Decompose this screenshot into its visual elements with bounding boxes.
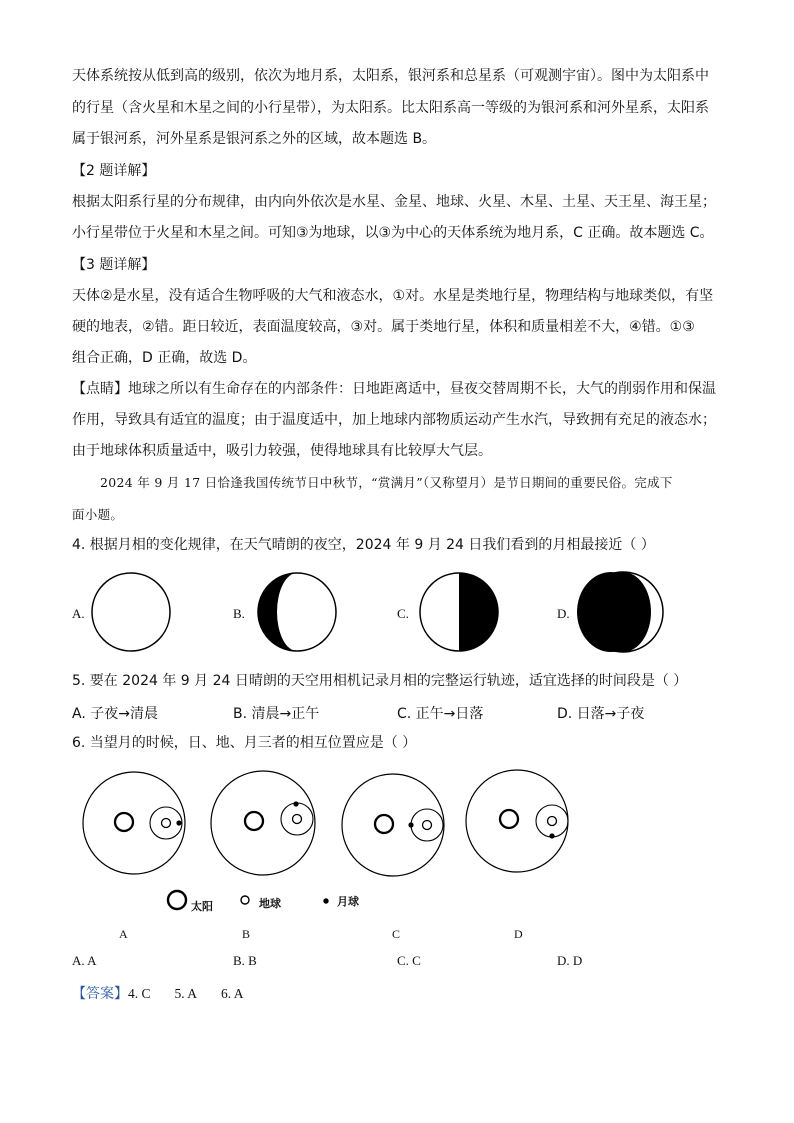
answer-item: 4. C xyxy=(128,986,151,1001)
q6-diagram-d xyxy=(462,773,592,883)
intro-line: 2024 年 9 月 17 日恰逢我国传统节日中秋节，“赏满月”（又称望月）是节日期间的重要民俗。完成下 xyxy=(100,475,673,490)
paragraph-line: 天体②是水星，没有适合生物呼吸的大气和液态水，①对。水星是类地行星，物理结构与地球类似，有坚 xyxy=(72,288,714,304)
question-6-stem: 6. 当望月的时候，日、地、月三者的相互位置应是（ ） xyxy=(72,735,417,751)
question-4-stem: 4. 根据月相的变化规律，在天气晴朗的夜空，2024 年 9 月 24 日我们看到的月相最接近（ ） xyxy=(72,537,655,553)
legend-earth-label: 地球 xyxy=(259,897,281,910)
q6-diagram-a xyxy=(80,773,210,883)
q4-option-b-label: B. xyxy=(233,606,245,621)
paragraph-line: 根据太阳系行星的分布规律，由内向外依次是水星、金星、地球、火星、木星、土星、天王星、海王星； xyxy=(72,194,716,210)
q6-diagram-c xyxy=(338,773,468,883)
q5-option-c[interactable]: C. 正午→日落 xyxy=(397,706,484,722)
paragraph-line: 由于地球体积质量适中，吸引力较强，使得地球具有比较厚大气层。 xyxy=(72,443,492,459)
q6-option-d[interactable]: D. D xyxy=(557,953,583,968)
paragraph-line: 硬的地表，②错。距日较近，表面温度较高，③对。属于类地行星，体积和质量相差不大，④错。①③ xyxy=(72,319,695,335)
q4-option-a-moon xyxy=(88,570,178,660)
paragraph-line: 组合正确，D 正确，故选 D。 xyxy=(72,350,257,366)
q6-option-c[interactable]: C. C xyxy=(397,953,421,968)
answer-line xyxy=(72,983,268,1003)
answer-tag: 【答案】 xyxy=(72,986,128,1002)
paragraph-line: 天体系统按从低到高的级别，依次为地月系，太阳系，银河系和总星系（可观测宇宙）。图中为太阳系中 xyxy=(72,68,709,84)
section-heading: 【2 题详解】 xyxy=(72,163,156,179)
q4-option-a-label: A. xyxy=(72,606,85,621)
q4-option-d-label: D. xyxy=(557,606,570,621)
q5-option-a[interactable]: A. 子夜→清晨 xyxy=(72,706,158,722)
q6-diagram-d-letter: D xyxy=(514,927,523,941)
legend-sun-icon xyxy=(165,888,189,912)
q4-option-d-moon xyxy=(577,570,667,660)
q5-option-b[interactable]: B. 清晨→正午 xyxy=(233,706,320,722)
q6-diagram-a-letter: A xyxy=(119,927,128,941)
q6-option-a[interactable]: A. A xyxy=(72,953,97,968)
paragraph-line: 作用，导致具有适宜的温度；由于温度适中，加上地球内部物质运动产生水汽，导致拥有充足的液态水； xyxy=(72,412,716,428)
q6-diagram-b-letter: B xyxy=(242,927,251,941)
answer-item: 6. A xyxy=(221,986,244,1001)
legend-earth-icon xyxy=(238,893,252,907)
legend-sun-label: 太阳 xyxy=(191,900,213,913)
q4-option-c-label: C. xyxy=(397,606,409,621)
q4-option-c-moon xyxy=(417,570,507,660)
paragraph-line: 的行星（含火星和木星之间的小行星带），为太阳系。比太阳系高一等级的为银河系和河外星系，太阳系 xyxy=(72,100,709,116)
section-heading: 【3 题详解】 xyxy=(72,257,156,273)
answer-item: 5. A xyxy=(174,986,198,1001)
intro-line: 面小题。 xyxy=(72,507,124,522)
legend-moon-icon xyxy=(321,896,331,906)
paragraph-line: 小行星带位于火星和木星之间。可知③为地球，以③为中心的天体系统为地月系，C 正确。故本题选 C。 xyxy=(72,225,714,241)
q6-option-b[interactable]: B. B xyxy=(233,953,257,968)
q6-diagram-b xyxy=(207,773,337,883)
question-5-stem: 5. 要在 2024 年 9 月 24 日晴朗的天空用相机记录月相的完整运行轨迹，适宜选择的时间段是（ ） xyxy=(72,673,688,689)
legend-moon-label: 月球 xyxy=(337,895,359,908)
paragraph-line: 属于银河系，河外星系是银河系之外的区域，故本题选 B。 xyxy=(72,131,437,147)
q6-diagram-c-letter: C xyxy=(392,927,401,941)
q4-option-b-moon xyxy=(252,570,342,660)
q5-option-d[interactable]: D. 日落→子夜 xyxy=(557,706,645,722)
key-point-line: 【点睛】地球之所以有生命存在的内部条件：日地距离适中，昼夜交替周期不长，大气的削弱作用和保温 xyxy=(72,381,716,397)
